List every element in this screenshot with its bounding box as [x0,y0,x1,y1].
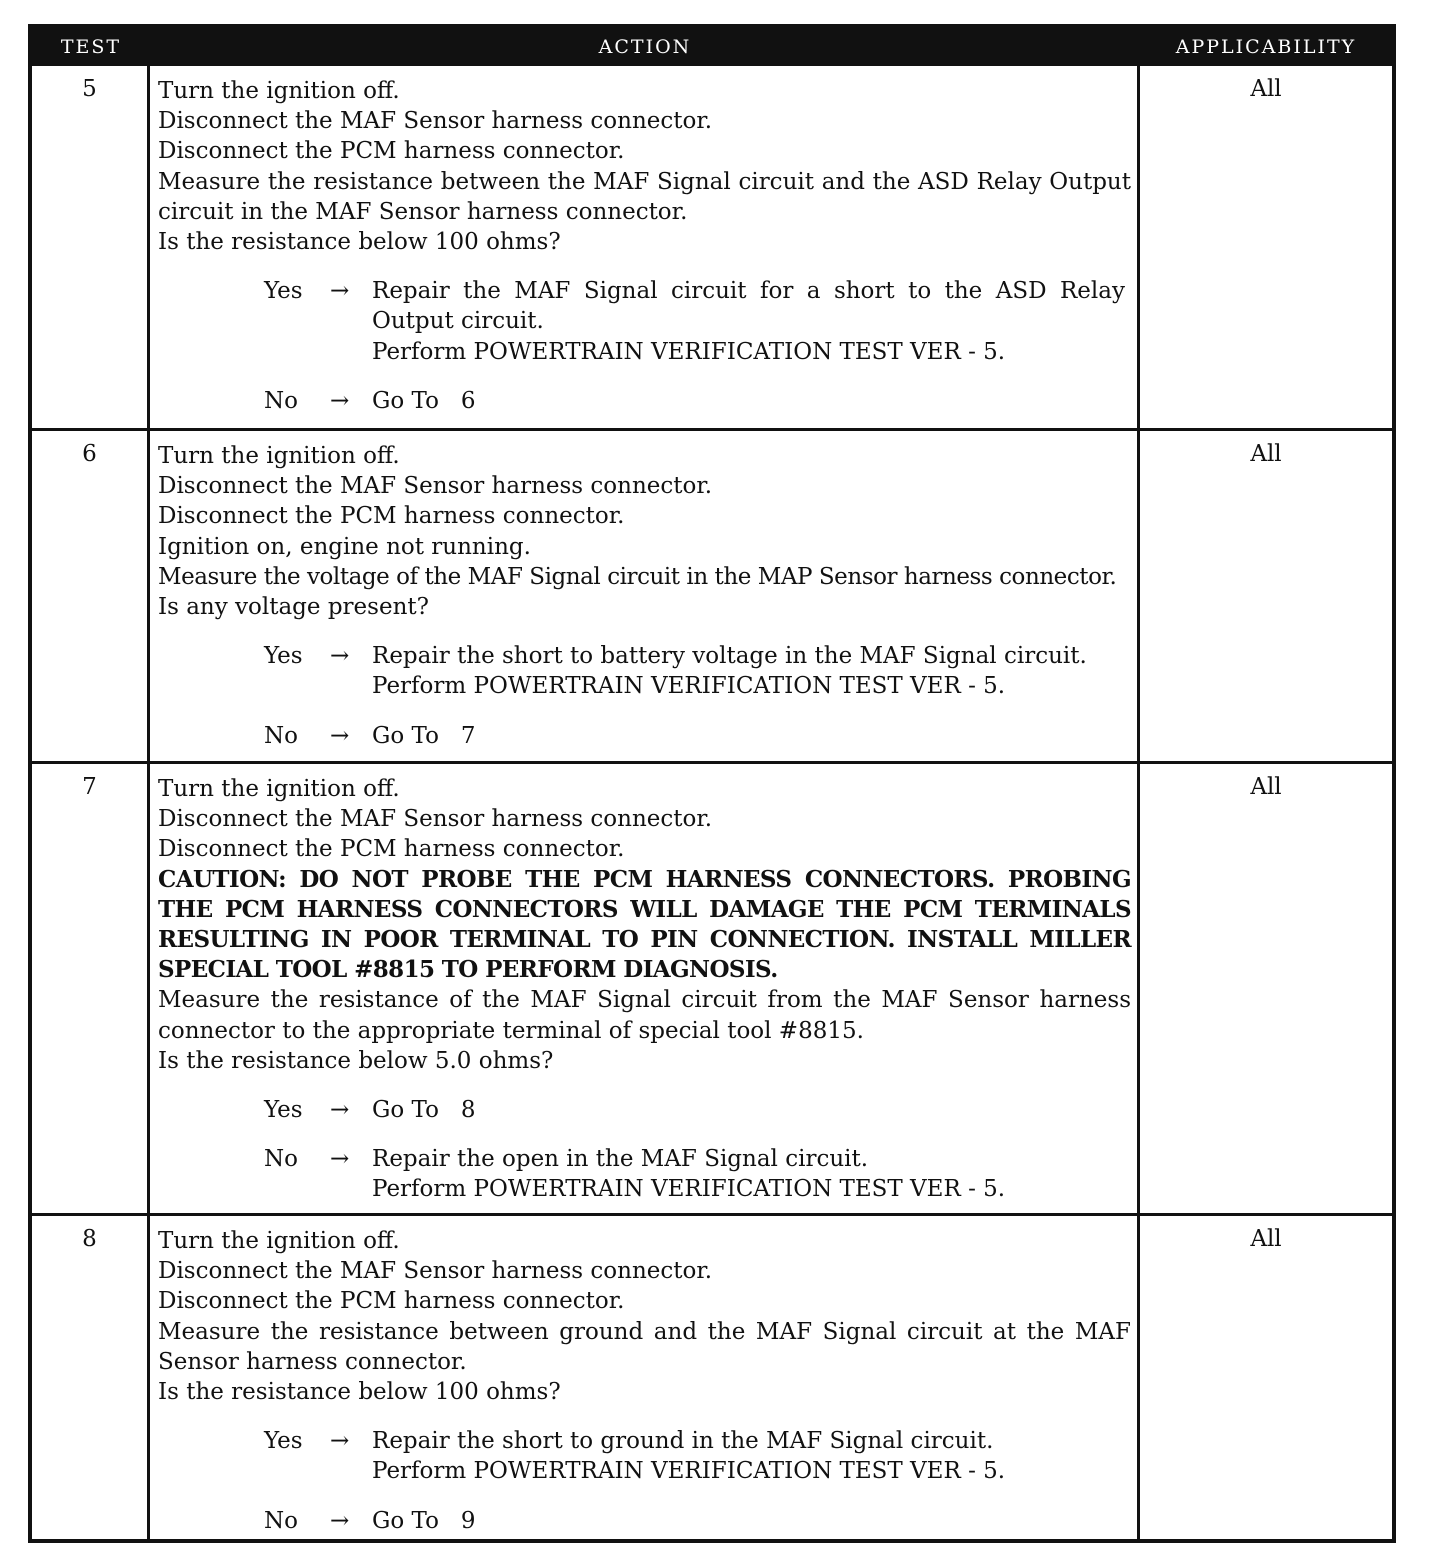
action-step: Turn the ignition off. [158,78,400,104]
action-step: Disconnect the MAF Sensor harness connector. [158,108,713,135]
outcome-line: Perform POWERTRAIN VERIFICATION TEST VER - 5. [372,673,1006,700]
applicability-cell: All [1250,76,1282,102]
diagnostic-test-table [28,24,1396,1543]
header-applicability: APPLICABILITY [1175,36,1357,58]
action-step: Is any voltage present? [158,594,429,621]
action-step: Measure the resistance between ground and the MAF Signal circuit at the MAF Sensor harness connector. [158,1318,1131,1375]
outcome-line: Perform POWERTRAIN VERIFICATION TEST VER - 5. [372,338,1006,365]
action-step: Is the resistance below 100 ohms? [158,229,561,256]
arrow-icon: → [330,722,350,749]
yes-outcome [158,1095,1131,1125]
applicability-cell: All [1250,441,1282,467]
arrow-icon: → [330,387,350,414]
yes-outcome [158,1426,1131,1486]
yes-label: Yes [264,278,303,305]
no-label: No [264,722,298,749]
table-row [32,761,1392,1213]
test-number: 7 [32,764,150,1213]
no-outcome [158,1144,1131,1204]
no-outcome [158,386,1131,416]
no-outcome [158,721,1131,751]
table-row [32,428,1392,761]
arrow-icon: → [330,278,350,305]
action-step: Measure the voltage of the MAF Signal circuit in the MAP Sensor harness connector. [158,563,1117,590]
yes-label: Yes [264,1428,303,1455]
action-step: Is the resistance below 5.0 ohms? [158,1047,554,1074]
no-label: No [264,1146,298,1173]
action-step: Measure the resistance between the MAF Signal circuit and the ASD Relay Output circuit in the MAF Sensor harness connector. [158,168,1131,225]
action-step: Disconnect the PCM harness connector. [158,503,625,530]
outcome-line: Repair the short to battery voltage in the MAF Signal circuit. [372,643,1087,670]
outcome-line: Perform POWERTRAIN VERIFICATION TEST VER - 5. [372,1176,1006,1203]
outcome-line: Perform POWERTRAIN VERIFICATION TEST VER - 5. [372,1458,1006,1485]
action-step: Turn the ignition off. [158,776,400,802]
arrow-icon: → [330,1097,350,1124]
header-action: ACTION [598,36,692,58]
action-cell [150,764,1140,1213]
action-step: Disconnect the MAF Sensor harness connector. [158,1258,713,1285]
header-test: TEST [60,36,122,58]
action-cell [150,1216,1140,1539]
action-step: Ignition on, engine not running. [158,533,531,560]
outcome-line: Repair the short to ground in the MAF Signal circuit. [372,1428,994,1455]
action-step: Turn the ignition off. [158,1228,400,1254]
outcome-line: Repair the MAF Signal circuit for a short to the ASD Relay Output circuit. [372,278,1125,335]
arrow-icon: → [330,1428,350,1455]
table-row [32,66,1392,428]
action-cell [150,431,1140,761]
no-label: No [264,1507,298,1534]
action-step: Measure the resistance of the MAF Signal circuit from the MAF Sensor harness connector to the appropriate terminal of special tool #8815. [158,987,1131,1044]
action-step: Is the resistance below 100 ohms? [158,1379,561,1406]
outcome-line: Go To 8 [372,1097,476,1124]
test-number: 5 [32,66,150,428]
table-header [32,28,1392,66]
yes-outcome [158,276,1131,367]
action-step: Disconnect the PCM harness connector. [158,138,625,165]
outcome-line: Repair the open in the MAF Signal circuit. [372,1146,869,1173]
table-row [32,1213,1392,1539]
yes-label: Yes [264,643,303,670]
outcome-line: Go To 7 [372,722,476,749]
yes-label: Yes [264,1097,303,1124]
action-step: Turn the ignition off. [158,443,400,469]
yes-outcome [158,641,1131,701]
caution-text: CAUTION: DO NOT PROBE THE PCM HARNESS CONNECTORS. PROBING THE PCM HARNESS CONNECTORS WILL DAMAGE THE PCM TERMINALS RESULTING IN POOR TERMINAL TO PIN CONNECTION. INSTALL MILLER SPECIAL TOOL #8815 TO PERFORM DIAGNOSIS. [158,865,1131,984]
action-step: Disconnect the MAF Sensor harness connector. [158,473,713,500]
action-step: Disconnect the MAF Sensor harness connector. [158,806,713,833]
action-cell [150,66,1140,428]
test-number: 8 [32,1216,150,1539]
outcome-line: Go To 9 [372,1507,476,1534]
applicability-cell: All [1250,774,1282,800]
no-label: No [264,387,298,414]
outcome-line: Go To 6 [372,387,476,414]
test-number: 6 [32,431,150,761]
action-step: Disconnect the PCM harness connector. [158,1288,625,1315]
action-step: Disconnect the PCM harness connector. [158,836,625,863]
applicability-cell: All [1250,1226,1282,1252]
no-outcome [158,1506,1131,1536]
arrow-icon: → [330,643,350,670]
arrow-icon: → [330,1507,350,1534]
arrow-icon: → [330,1146,350,1173]
